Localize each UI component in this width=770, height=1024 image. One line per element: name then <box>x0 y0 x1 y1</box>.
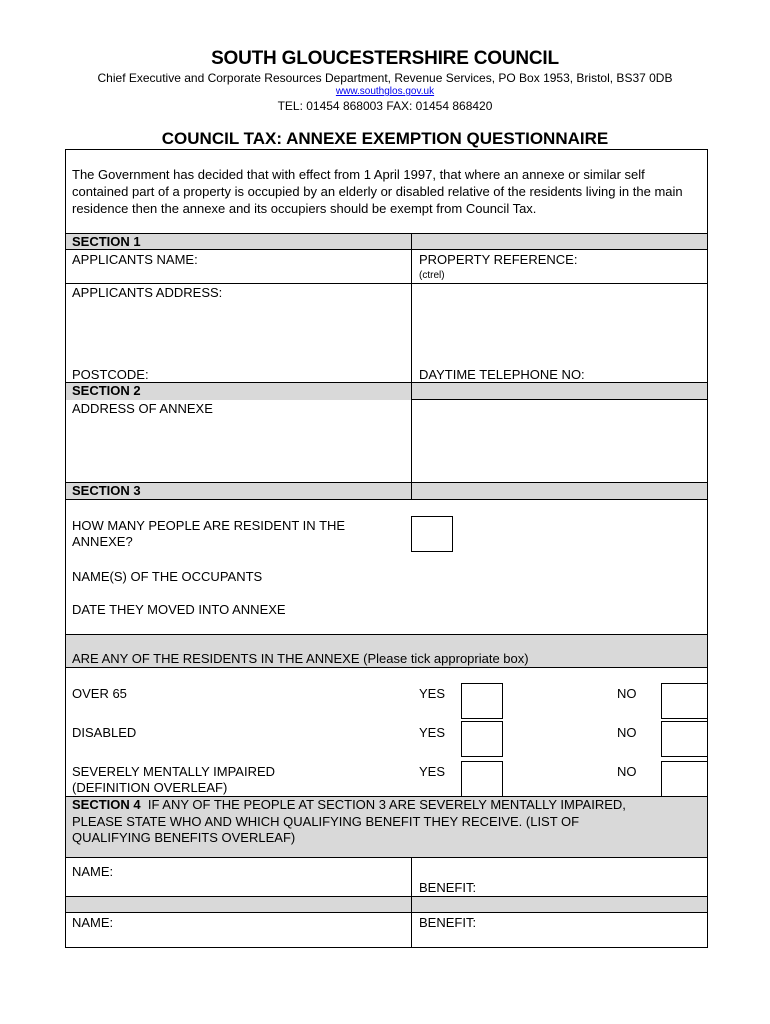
section1-heading: SECTION 1 <box>72 234 141 249</box>
date-moved-label: DATE THEY MOVED INTO ANNEXE <box>72 602 286 617</box>
section1-band <box>66 233 707 250</box>
names-of-occupants-label: NAME(S) OF THE OCCUPANTS <box>72 569 263 584</box>
section1-divider <box>411 250 412 382</box>
postcode-label: POSTCODE: <box>72 367 149 382</box>
over-65-no-label: NO <box>617 686 637 701</box>
section2-band <box>66 382 707 400</box>
applicants-address-label: APPLICANTS ADDRESS: <box>72 285 223 300</box>
name2-label: NAME: <box>72 915 114 930</box>
daytime-telephone-label: DAYTIME TELEPHONE NO: <box>419 367 585 382</box>
disabled-label: DISABLED <box>72 725 137 740</box>
severely-impaired-yes-checkbox[interactable] <box>461 761 503 797</box>
definition-overleaf-label: (DEFINITION OVERLEAF) <box>72 780 228 795</box>
address-of-annexe-label: ADDRESS OF ANNEXE <box>72 401 213 416</box>
disabled-yes-label: YES <box>419 725 446 740</box>
benefit2-label: BENEFIT: <box>419 915 477 930</box>
disabled-no-checkbox[interactable] <box>661 721 708 757</box>
section4-separator-band <box>66 896 707 913</box>
over-65-yes-label: YES <box>419 686 446 701</box>
severely-impaired-yes-label: YES <box>419 764 446 779</box>
residents-question: ARE ANY OF THE RESIDENTS IN THE ANNEXE (Please tick appropriate box) <box>72 651 529 666</box>
over-65-label: OVER 65 <box>72 686 127 701</box>
form-title: COUNCIL TAX: ANNEXE EXEMPTION QUESTIONNAIRE <box>161 129 609 148</box>
section4-line2: PLEASE STATE WHO AND WHICH QUALIFYING BENEFIT THEY RECEIVE. (LIST OF <box>72 814 580 829</box>
how-many-label-line1: HOW MANY PEOPLE ARE RESIDENT IN THE <box>72 518 346 533</box>
disabled-no-label: NO <box>617 725 637 740</box>
name1-label: NAME: <box>72 864 114 879</box>
severely-impaired-no-label: NO <box>617 764 637 779</box>
intro-paragraph: The Government has decided that with effect from 1 April 1997, that where an annexe or similar self contained part of a property is occupied by an elderly or disabled relative of the residents living in the main residence then the annexe and its occupiers should be exempt from Council Tax. <box>72 167 683 216</box>
section4-line1: SECTION 4 IF ANY OF THE PEOPLE AT SECTION 3 ARE SEVERELY MENTALLY IMPAIRED, <box>72 797 626 812</box>
how-many-label-line2: ANNEXE? <box>72 534 133 549</box>
website-link[interactable]: www.southglos.gov.uk <box>335 86 435 97</box>
severely-impaired-label: SEVERELY MENTALLY IMPAIRED <box>72 764 276 779</box>
disabled-yes-checkbox[interactable] <box>461 721 503 757</box>
property-reference-label: PROPERTY REFERENCE: <box>419 252 578 267</box>
benefit1-label: BENEFIT: <box>419 880 477 895</box>
over-65-yes-checkbox[interactable] <box>461 683 503 719</box>
section3-band <box>66 482 707 500</box>
severely-impaired-no-checkbox[interactable] <box>661 761 708 797</box>
section2-heading: SECTION 2 <box>72 383 141 398</box>
department-address: Chief Executive and Corporate Resources Department, Revenue Services, PO Box 1953, Bristol, BS37 0DB <box>97 71 673 85</box>
over-65-no-checkbox[interactable] <box>661 683 708 719</box>
council-title: SOUTH GLOUCESTERSHIRE COUNCIL <box>211 48 559 69</box>
section4-line3: QUALIFYING BENEFITS OVERLEAF) <box>72 830 296 845</box>
ctrel-label: (ctrel) <box>419 270 445 281</box>
section3-heading: SECTION 3 <box>72 483 141 498</box>
contact-numbers: TEL: 01454 868003 FAX: 01454 868420 <box>277 99 493 113</box>
resident-count-box[interactable] <box>411 516 453 552</box>
applicants-name-label: APPLICANTS NAME: <box>72 252 198 267</box>
